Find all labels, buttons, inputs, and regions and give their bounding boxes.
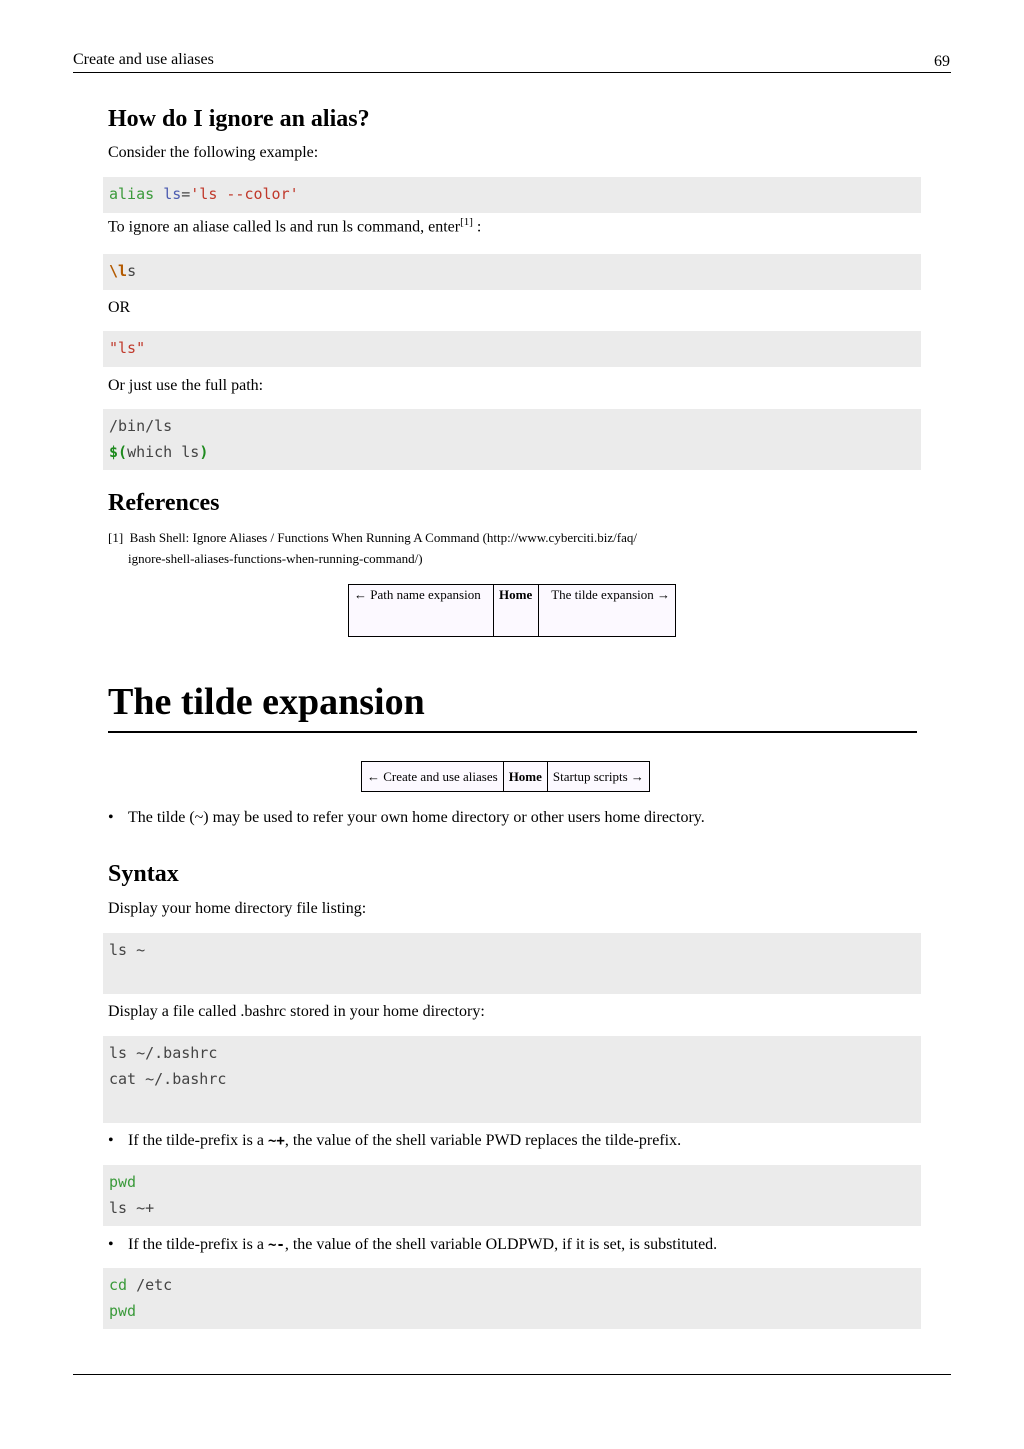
code-operator: =: [181, 185, 191, 203]
code-line: /bin/ls: [109, 417, 173, 435]
header-rule: [73, 72, 951, 73]
navigation-table-chapter: [361, 761, 650, 792]
bullet-item: [108, 809, 705, 827]
bullet-text-tail: , the value of the shell variable PWD replaces the tilde-prefix.: [284, 1132, 682, 1149]
inline-code: ~-: [267, 1237, 285, 1253]
footnote-link[interactable]: [1]: [460, 216, 473, 228]
chapter-title: The tilde expansion: [108, 681, 425, 723]
reference-number: [1]: [108, 530, 124, 545]
nav-home-link[interactable]: Home: [494, 585, 539, 637]
syntax-heading: Syntax: [108, 861, 179, 887]
code-text: /etc: [127, 1276, 173, 1294]
bullet-item: [108, 1236, 717, 1254]
nav-next-link[interactable]: The tilde expansion →: [539, 585, 676, 637]
bullet-text-tail: , the value of the shell variable OLDPWD, if it is set, is substituted.: [284, 1236, 718, 1253]
paragraph-tail: :: [472, 218, 482, 236]
reference-link[interactable]: Bash Shell: Ignore Aliases / Functions When Running A Command (http://www.cyberciti.biz/faq/: [129, 530, 637, 545]
section-heading-ignore-alias: How do I ignore an alias?: [108, 106, 370, 132]
bullet-text: If the tilde-prefix is a: [128, 1236, 268, 1253]
code-line: ls ~+: [109, 1199, 155, 1217]
code-block-alias: [103, 177, 921, 213]
full-path-paragraph: Or just use the full path:: [108, 377, 264, 394]
reference-link-continued[interactable]: ignore-shell-aliases-functions-when-running-command/): [128, 551, 423, 566]
code-line: ls ~: [109, 941, 146, 959]
navigation-table-top: [348, 584, 676, 637]
footer-rule: [73, 1374, 951, 1375]
code-block-quoted-ls: [103, 331, 921, 367]
code-escape: \l: [109, 262, 128, 280]
code-text: s: [127, 262, 137, 280]
bullet-text: If the tilde-prefix is a: [128, 1132, 268, 1149]
bullet-icon: •: [108, 1236, 114, 1253]
inline-code: ~+: [267, 1133, 285, 1149]
code-block-ls-home: [103, 933, 921, 994]
code-keyword: pwd: [109, 1173, 137, 1191]
paragraph-text: To ignore an aliase called ls and run ls command, enter: [108, 218, 461, 236]
code-subst-open: $(: [109, 443, 128, 461]
code-text: which ls: [127, 443, 200, 461]
code-keyword: alias: [109, 185, 155, 203]
or-text: OR: [108, 299, 131, 316]
code-variable: ls: [163, 185, 182, 203]
code-keyword: pwd: [109, 1302, 137, 1320]
code-subst-close: ): [199, 443, 209, 461]
code-block-cd: [103, 1268, 921, 1329]
code-string: "ls": [109, 339, 146, 357]
code-keyword: cd: [109, 1276, 128, 1294]
code-block-bashrc: [103, 1036, 921, 1123]
running-header-title: Create and use aliases: [73, 51, 214, 68]
chapter-title-rule: [108, 731, 917, 733]
code-block-full-path: [103, 409, 921, 470]
page-number: 69: [934, 53, 950, 70]
code-line: ls ~/.bashrc: [109, 1044, 218, 1062]
references-heading: References: [108, 490, 220, 516]
nav-next-link[interactable]: Startup scripts →: [547, 762, 649, 792]
nav-prev-link[interactable]: ← Path name expansion: [349, 585, 494, 637]
code-block-backslash-ls: [103, 254, 921, 290]
nav-prev-link[interactable]: ← Create and use aliases: [362, 762, 504, 792]
bullet-icon: •: [108, 809, 114, 826]
syntax-intro: Display your home directory file listing:: [108, 900, 367, 917]
reference-item: [108, 527, 708, 569]
intro-paragraph: Consider the following example:: [108, 144, 319, 161]
bashrc-intro: Display a file called .bashrc stored in your home directory:: [108, 1003, 485, 1020]
code-string: 'ls --color': [190, 185, 299, 203]
bullet-item: [108, 1132, 681, 1150]
code-block-pwd: [103, 1165, 921, 1226]
nav-home-link[interactable]: Home: [503, 762, 547, 792]
bullet-icon: •: [108, 1132, 114, 1149]
ignore-alias-paragraph: [108, 216, 481, 236]
code-line: cat ~/.bashrc: [109, 1070, 227, 1088]
bullet-text: The tilde (~) may be used to refer your own home directory or other users home directory.: [128, 809, 705, 826]
